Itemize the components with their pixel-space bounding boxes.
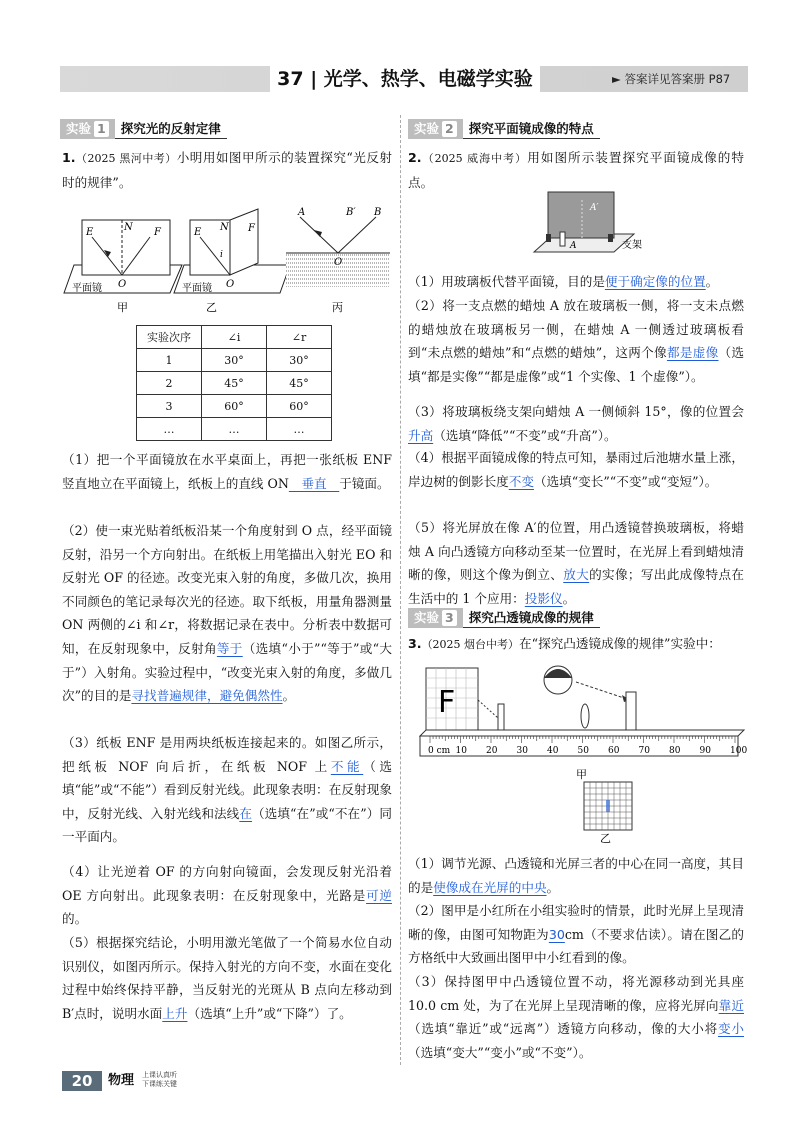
svg-text:O: O (226, 279, 235, 290)
answer-blank[interactable]: 使像成在光屏的中央 (433, 879, 547, 895)
table-row: 1 30° 30° (137, 349, 332, 372)
label-jia: 甲 (117, 301, 128, 314)
answer-blank[interactable]: 可逆 (366, 887, 392, 903)
label-O: O (118, 279, 127, 290)
svg-text:A: A (298, 207, 306, 218)
answer-blank[interactable]: 寻找普遍规律，避免偶然性 (131, 688, 283, 704)
section-header-1: 实验 1 探究光的反射定律 (60, 119, 227, 139)
question-2-stem: 2.（2025 威海中考）用如图所示装置探究平面镜成像的特点。 (408, 150, 745, 190)
reflection-figures (62, 205, 392, 320)
table-header-row: 实验次序 ∠i ∠r (137, 326, 332, 349)
section-header-3: 实验 3 探究凸透镜成像的规律 (408, 608, 600, 628)
ruler-label: 70 (638, 746, 650, 756)
svg-text:A′: A′ (590, 203, 599, 213)
ruler-label: 10 (455, 746, 467, 756)
label-N: N (124, 222, 133, 233)
question-1-part-4: （4）让光逆着 OF 的方向射向镜面，会发现反射光沿着 OE 方向射出。此现象表明：在反射现象中，光路是可逆的。 (62, 864, 392, 927)
question-2-part-5: （5）将光屏放在像 A′的位置，用凸透镜替换玻璃板，将蜡烛 A 向凸透镜方向移动至某一位置时，在光屏上看到蜡烛清晰的像，则这个像为倒立、放大的实像；写出此成像特点在生活中的 1 个应用：投影仪。 (408, 520, 745, 606)
question-3-part-3: （3）保持图甲中凸透镜位置不动，将光源移动到光具座 10.0 cm 处，为了在光屏上呈现清晰的像，应将光屏向靠近（选填“靠近”或“远离”）透镜方向移动，像的大小将变小（选填“变大”“变小”或“不变”）。 (408, 974, 744, 1060)
question-3-part-1: （1）调节光源、凸透镜和光屏三者的中心在同一高度，其目的是使像成在光屏的中央。 (408, 856, 744, 895)
answer-blank[interactable]: 30 (548, 926, 565, 942)
answer-blank[interactable]: 便于确定像的位置 (604, 274, 706, 289)
ruler-label: 20 (486, 746, 498, 756)
question-2-part-2: （2）将一支点燃的蜡烛 A 放在玻璃板一侧，将一支未点燃的蜡烛放在玻璃板另一侧，在蜡烛 A 一侧透过玻璃板看到“未点燃的蜡烛”和“点燃的蜡烛”，这两个像都是虚像（选填“都是实像”“都是虚像”或“1 个实像、1 个虚像”）。 (408, 298, 744, 384)
svg-text:E: E (194, 227, 202, 238)
label-yi: 乙 (206, 301, 217, 314)
answer-blank[interactable]: 不能 (330, 758, 364, 774)
ruler-label: 0 cm (428, 746, 451, 756)
question-1-part-1: （1）把一个平面镜放在水平桌面上，再把一张纸板 ENF 竖直地立在平面镜上，纸板上的直线 ON 垂直 于镜面。 (62, 452, 392, 491)
label-mirror: 平面镜 (72, 283, 102, 294)
svg-text:O: O (334, 257, 343, 268)
question-1-stem: 1.（2025 黑河中考）小明用如图甲所示的装置探究“光反射时的规律”。 (62, 150, 392, 190)
label-stand: 支架 (622, 240, 642, 251)
answer-blank[interactable]: 投影仪 (524, 590, 563, 606)
ruler-label: 40 (547, 746, 559, 756)
question-3-part-2: （2）图甲是小红所在小组实验时的情景，此时光屏上呈现清晰的像，由图可知物距为30cm（不要求估读）。请在图乙的方格纸中大致画出图甲中小红看到的像。 (408, 903, 745, 966)
answer-blank[interactable]: 在 (239, 805, 253, 821)
question-1-part-5: （5）根据探究结论，小明用激光笔做了一个简易水位自动识别仪，如图丙所示。保持入射光的方向不变，水面在变化过程中始终保持平静，当反射光的光斑从 B 点向左移动到 B′点时，说明水面上升（选填“上升”或“下降”）了。 (62, 935, 392, 1021)
question-1-part-2: （2）使一束光贴着纸板沿某一个角度射到 O 点，经平面镜反射，沿另一个方向射出。在纸板上用笔描出入射光 EO 和反射光 OF 的径迹。改变光束入射的角度，多做几次，换用不同颜色的笔记录每次光的径迹。取下纸板，用量角器测量 ON 两侧的∠i 和∠r，将数据记录在表中。分析表中数据可知，在反射现象中，反射角等于（选填“小于”“等于”或“大于”）入射角。实验过程中，“改变光束入射的角度，多做几次”的目的是寻找普遍规律，避免偶然性。 (62, 523, 393, 704)
ruler-label: 80 (669, 746, 681, 756)
svg-text:A: A (570, 241, 577, 251)
answer-blank[interactable]: 不变 (508, 473, 534, 489)
answer-blank[interactable]: 上升 (162, 1005, 188, 1021)
figure-yi (174, 209, 290, 314)
section-header-2: 实验 2 探究平面镜成像的特点 (408, 119, 600, 139)
label-jia-bench: 甲 (576, 768, 587, 781)
page-number: 20 (62, 1071, 102, 1091)
svg-text:N: N (220, 222, 229, 233)
question-2-part-3: （3）将玻璃板绕支架向蜡烛 A 一侧倾斜 15°，像的位置会升高（选填“降低”“不变”或“升高”）。 (408, 404, 744, 443)
answer-blank[interactable]: 垂直 (288, 475, 340, 491)
ruler-label: 60 (608, 746, 620, 756)
figure-jia (64, 220, 182, 314)
label-bing: 丙 (332, 301, 343, 314)
label-E: E (86, 227, 94, 238)
subject-label: 物理 (108, 1073, 135, 1088)
ruler-label: 90 (699, 746, 711, 756)
table-row: 3 60° 60° (137, 395, 332, 418)
answer-reference: ► 答案详见答案册 P87 (612, 72, 731, 86)
question-2-part-1: （1）用玻璃板代替平面镜，目的是便于确定像的位置。 (408, 274, 719, 289)
grid-paper-figure (582, 780, 638, 844)
letter-f-source: F (438, 685, 456, 720)
page-title: 37 | 光学、热学、电磁学实验 (270, 63, 540, 95)
answer-blank[interactable]: 放大 (563, 567, 590, 583)
arrow-icon: ► (612, 72, 621, 86)
svg-text:i: i (220, 250, 223, 260)
svg-text:B′: B′ (346, 207, 356, 218)
ruler-label: 30 (516, 746, 528, 756)
label-yi-grid: 乙 (600, 832, 611, 844)
mirror-setup-figure (530, 190, 680, 260)
table-row: 2 45° 45° (137, 372, 332, 395)
answer-blank[interactable]: 升高 (408, 427, 434, 443)
optical-bench-figure (408, 660, 748, 792)
answer-blank[interactable]: 都是虚像 (666, 345, 719, 361)
question-1-part-3: （3）纸板 ENF 是用两块纸板连接起来的。如图乙所示，把纸板 NOF 向后折，在纸板 NOF 上不能（选填“能”或“不能”）看到反射光线。此现象表明：在反射现象中，反射光线、入射光线和法线在（选填“在”或“不在”）同一平面内。 (62, 735, 393, 845)
question-2-part-4: （4）根据平面镜成像的特点可知，暴雨过后池塘水量上涨，岸边树的倒影长度不变（选填“变长”“不变”或“变短”）。 (408, 450, 744, 489)
answer-blank[interactable]: 变小 (718, 1021, 744, 1037)
svg-text:B: B (374, 207, 382, 218)
svg-text:平面镜: 平面镜 (182, 283, 212, 294)
ruler-label: 50 (577, 746, 589, 756)
svg-text:F: F (248, 223, 255, 234)
footer-slogan: 上课认真听 下课练关键 (142, 1071, 177, 1088)
data-table (136, 325, 332, 441)
answer-blank[interactable]: 等于 (216, 640, 243, 656)
answer-blank[interactable]: 靠近 (718, 997, 744, 1013)
question-3-stem: 3.（2025 烟台中考）在“探究凸透镜成像的规律”实验中： (408, 636, 721, 651)
table-row: … … … (137, 418, 332, 441)
column-divider (400, 115, 401, 1065)
figure-bing (286, 207, 390, 314)
label-F: F (154, 227, 161, 238)
ruler-label: 100 (730, 746, 748, 756)
